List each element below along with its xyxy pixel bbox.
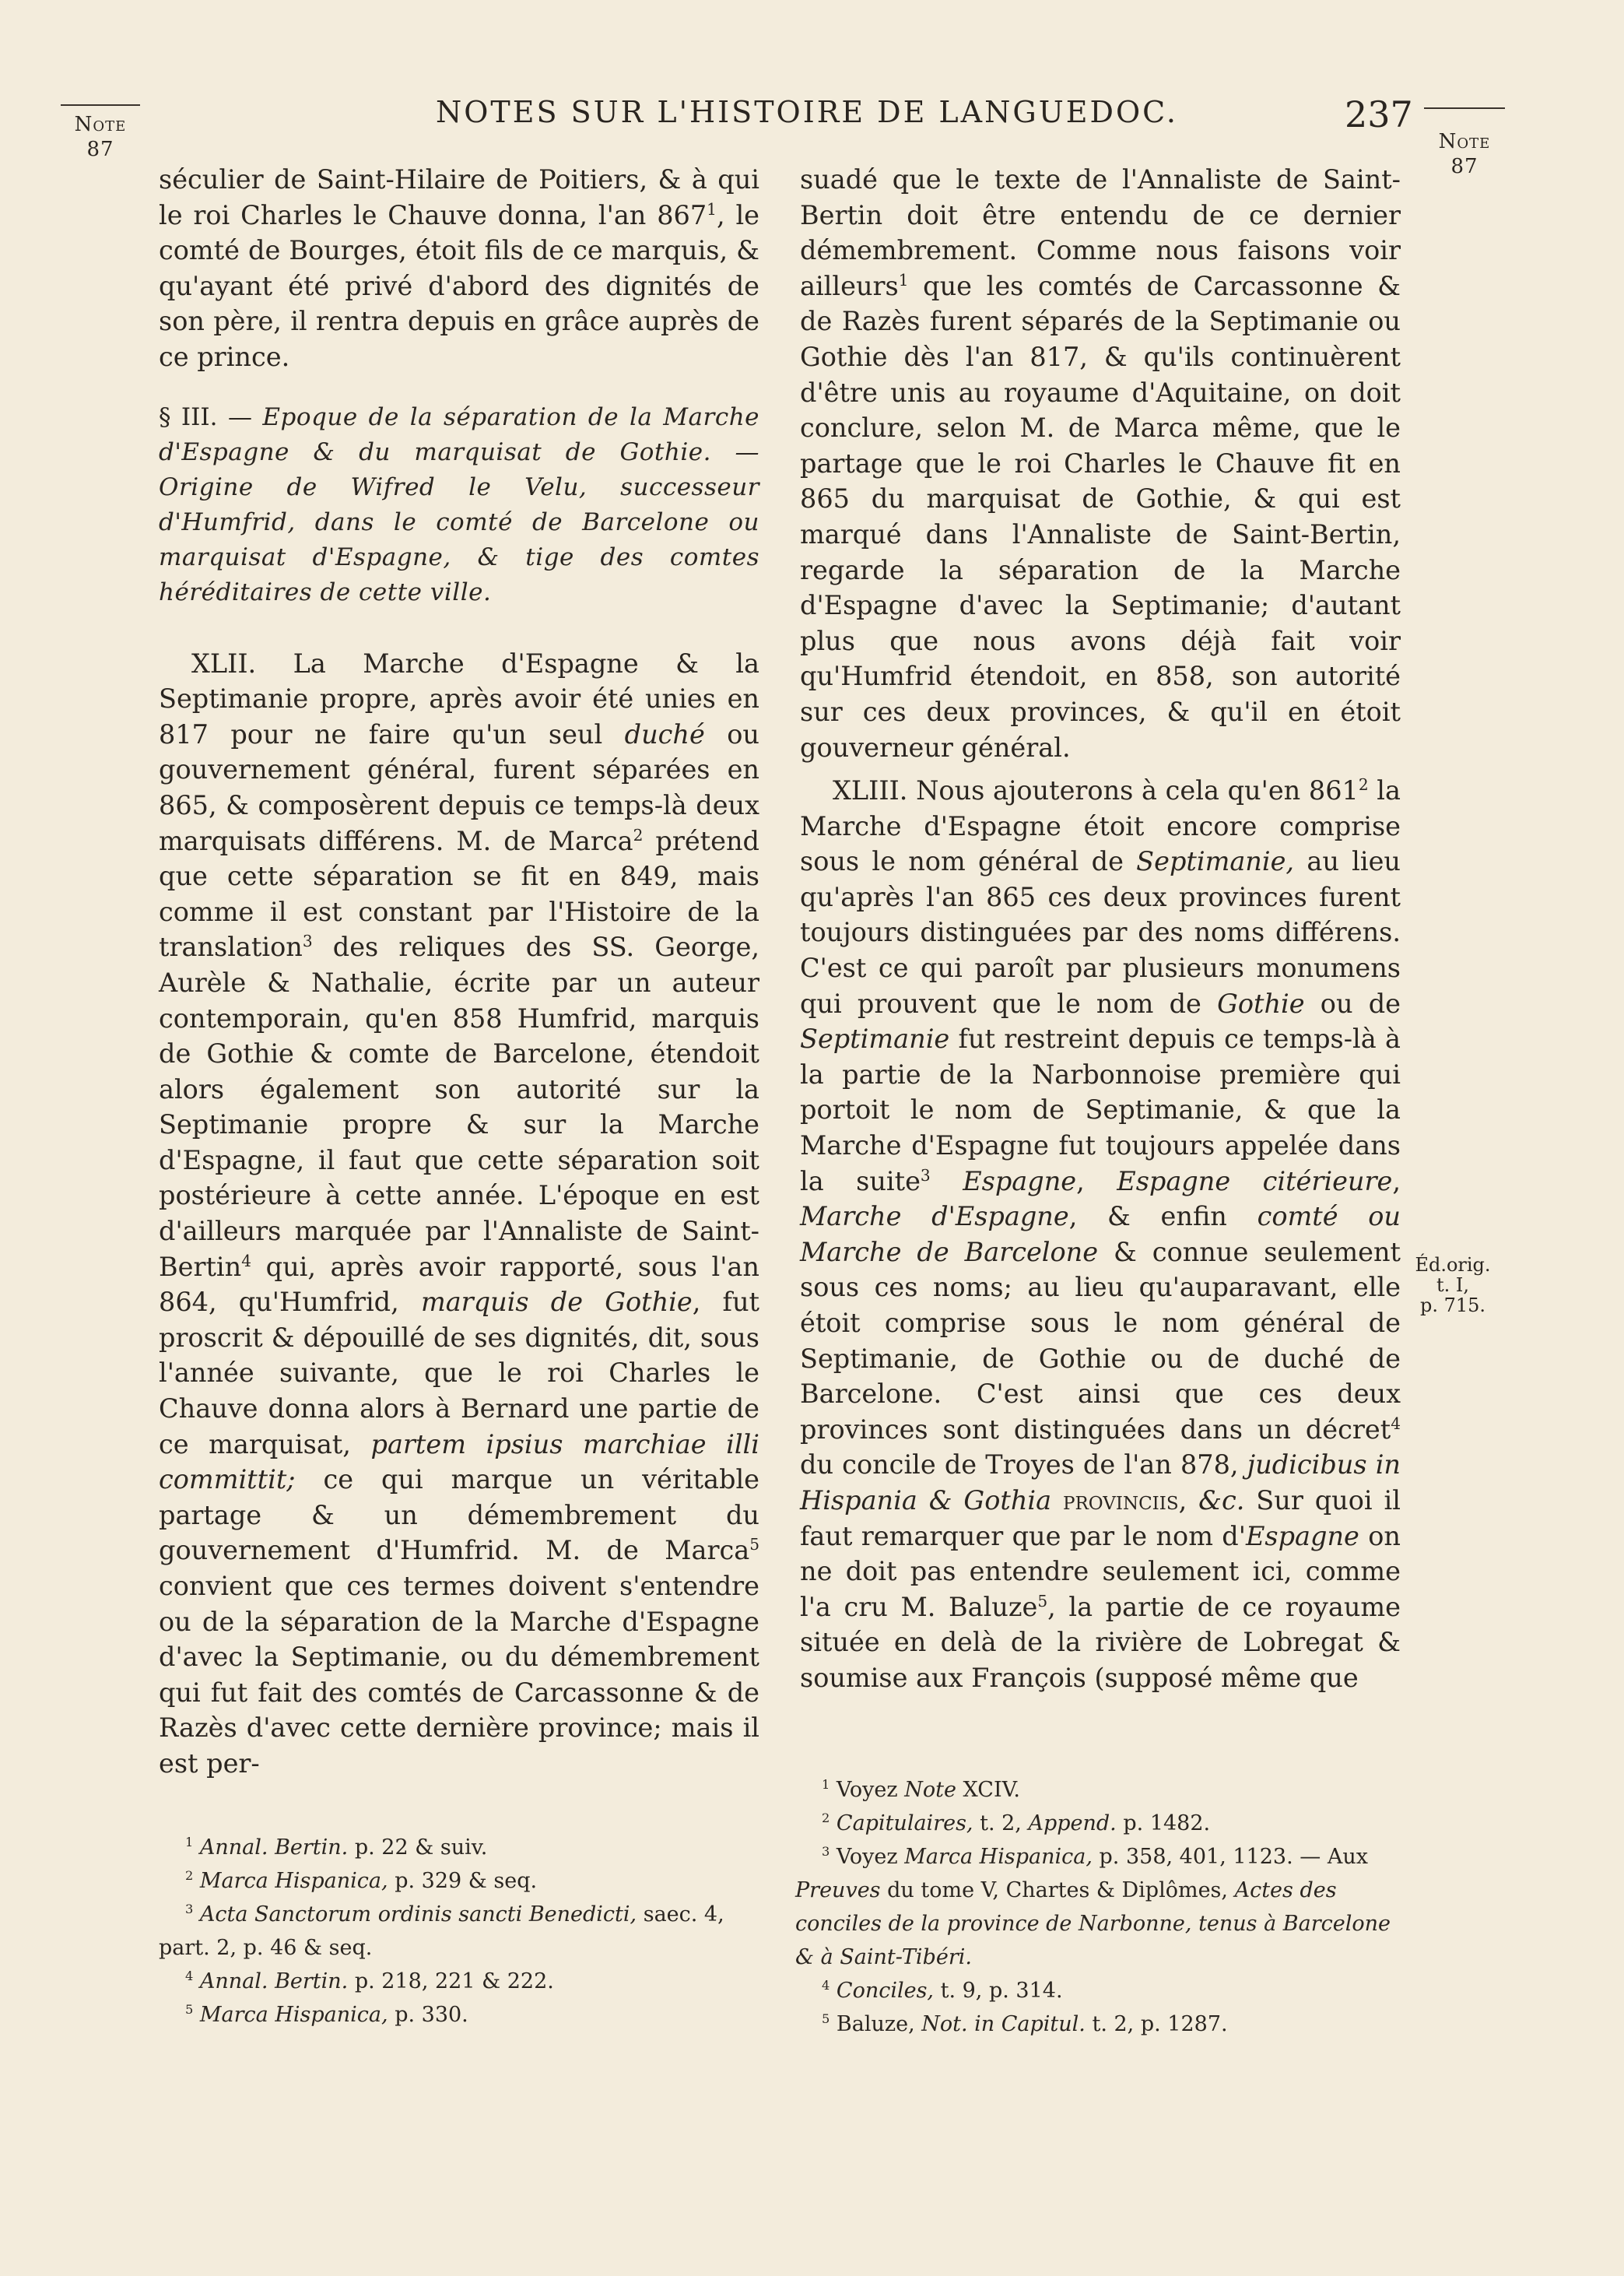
note-marker-right xyxy=(1424,129,1505,179)
paragraph-xlii: XLII. La Marche d'Espagne & la Septimanie propre, après avoir été unies en 817 pour ne faire qu'un seul duché ou gouvernement général, furent séparées en 865, & composèrent depuis ce temps-là deux marquisats différens. M. de Marca$^2$ prétend que cette séparation se fit en 849, mais comme il est constant par l'Histoire de la translation$^3$ des reliques des SS. George, Aurèle & Nathalie, écrite par un auteur contemporain, qu'en 858 Humfrid, marquis de Gothie & comte de Barcelone, étendoit alors également son autorité sur la Septimanie propre & sur la Marche d'Espagne, il faut que cette séparation soit postérieure à cette année. L'époque en est d'ailleurs marquée par l'Annaliste de Saint-Bertin$^4$ qui, après avoir rapporté, sous l'an 864, qu'Humfrid, marquis de Gothie, fut proscrit & dépouillé de ses dignités, dit, sous l'année suivante, que le roi Charles le Chauve donna alors à Bernard une partie de ce marquisat, partem ipsius marchiae illi committit; ce qui marque un véritable partage & un démembrement du gouvernement d'Humfrid. M. de Marca$^5$ convient que ces termes doivent s'entendre ou de la séparation de la Marche d'Espagne d'avec la Septimanie, ou du démembrement qui fut fait des comtés de Carcassonne & de Razès d'avec cette dernière province; mais il est per- xyxy=(159,648,759,1779)
note-marker-left xyxy=(61,112,140,162)
footnote: $^5$ Marca Hispanica, p. 330. xyxy=(185,2002,468,2027)
paragraph: suadé que le texte de l'Annaliste de Saint-Bertin doit être entendu de ce dernier démembrement. Comme nous faisons voir ailleurs$^1$ que les comtés de Carcassonne & de Razès furent séparés de la Septimanie ou Gothie dès l'an 817, & qu'ils continuèrent d'être unis au royaume d'Aquitaine, on doit conclure, selon M. de Marca même, que le partage que le roi Charles le Chauve fit en 865 du marquisat de Gothie, & qui est marqué dans l'Annaliste de Saint-Bertin, regarde la séparation de la Marche d'Espagne d'avec la Septimanie; d'autant plus que nous avons déjà fait voir qu'Humfrid étendoit, en 858, son autorité sur ces deux provinces, & qu'il en étoit gouverneur général. xyxy=(800,164,1401,763)
footnote: $^3$ Voyez Marca Hispanica, p. 358, 401, 1123. — Aux Preuves du tome V, Chartes & Diplômes, Actes des conciles de la province de Narbonne, tenus à Barcelone & à Saint-Tibéri. xyxy=(795,1844,1391,1969)
footnote: $^4$ Conciles, t. 9, p. 314. xyxy=(822,1978,1063,2003)
footnotes-right xyxy=(795,1773,1396,2041)
page-number: 237 xyxy=(1345,93,1413,135)
footnote: $^4$ Annal. Bertin. p. 218, 221 & 222. xyxy=(185,1969,554,1993)
note-label: Note xyxy=(74,113,127,136)
footnotes-left xyxy=(159,1831,759,2032)
note-rule-left xyxy=(61,104,140,106)
running-title: NOTES SUR L'HISTOIRE DE LANGUEDOC. xyxy=(436,95,1178,129)
edition-reference: Éd.orig. t. I, p. 715. xyxy=(1415,1254,1491,1316)
footnote: $^5$ Baluze, Not. in Capitul. t. 2, p. 1287. xyxy=(822,2011,1228,2036)
note-rule-right xyxy=(1424,107,1505,109)
footnote: $^1$ Annal. Bertin. p. 22 & suiv. xyxy=(185,1835,488,1860)
note-number: 87 xyxy=(1450,155,1478,178)
footnote: $^2$ Marca Hispanica, p. 329 & seq. xyxy=(185,1868,538,1893)
note-number: 87 xyxy=(86,138,114,161)
note-label: Note xyxy=(1438,130,1491,153)
paragraph: séculier de Saint-Hilaire de Poitiers, & à qui le roi Charles le Chauve donna, l'an $867^1$, le comté de Bourges, étoit fils de ce marquis, & qu'ayant été privé d'abord des dignités de son père, il rentra depuis en grâce auprès de ce prince. xyxy=(159,164,759,372)
footnote: $^3$ Acta Sanctorum ordinis sancti Benedicti, saec. 4, part. 2, p. 46 & seq. xyxy=(159,1902,724,1960)
footnote: $^2$ Capitulaires, t. 2, Append. p. 1482. xyxy=(822,1811,1211,1835)
left-column xyxy=(159,162,759,1782)
paragraph-xliii: XLIII. Nous ajouterons à cela qu'en $861^2$ la Marche d'Espagne étoit encore comprise sous le nom général de Septimanie, au lieu qu'après l'an 865 ces deux provinces furent toujours distinguées par des noms différens. C'est ce qui paroît par plusieurs monumens qui prouvent que le nom de Gothie ou de Septimanie fut restreint depuis ce temps-là à la partie de la Narbonnoise première qui portoit le nom de Septimanie, & que la Marche d'Espagne fut toujours appelée dans la suite$^3$ Espagne, Espagne citérieure, Marche d'Espagne, & enfin comté ou Marche de Barcelone & connue seulement sous ces noms; au lieu qu'auparavant, elle étoit comprise sous le nom général de Septimanie, de Gothie ou de duché de Barcelone. C'est ainsi que ces deux provinces sont distinguées dans un décret$^4$ du concile de Troyes de l'an 878, judicibus in Hispania & Gothia provinciis, &c. Sur quoi il faut remarquer que par le nom d'Espagne on ne doit pas entendre seulement ici, comme l'a cru M. Baluze$^5$, la partie de ce royaume située en delà de la rivière de Lobregat & soumise aux François (supposé même que xyxy=(800,774,1401,1693)
right-column xyxy=(800,162,1401,1696)
section-heading: § III. — Epoque de la séparation de la Marche d'Espagne & du marquisat de Gothie. — Origine de Wifred le Velu, successeur d'Humfrid, dans le comté de Barcelone ou marquisat d'Espagne, & tige des comtes héréditaires de cette ville. xyxy=(159,402,759,606)
footnote: $^1$ Voyez Note XCIV. xyxy=(822,1777,1020,1802)
